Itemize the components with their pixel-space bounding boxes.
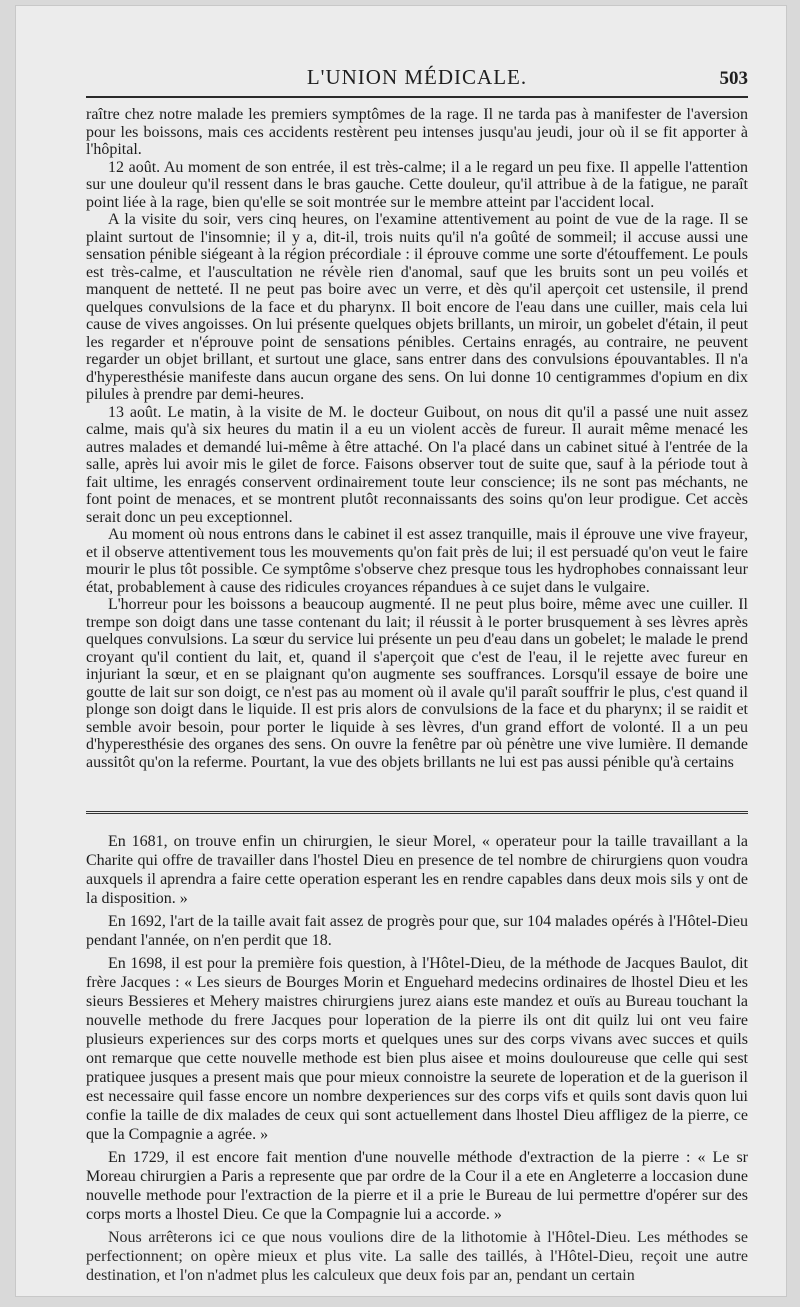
paragraph: 13 août. Le matin, à la visite de M. le docteur Guibout, on nous dit qu'il a passé une nuit assez calme, mais qu'à six heures du matin il a eu un violent accès de fureur. Il aurait même menacé les autres malades et demandé lui-même à être attaché. On l'a placé dans un cabinet situé à l'entrée de la salle, après lui avoir mis le gilet de force. Faisons observer tout de suite que, sauf à la période tout à fait ultime, les enragés conservent ordinairement toute leur conscience; ils ne sont pas méchants, ne font point de menaces, et se montrent plutôt reconnaissants des soins qu'on leur prodigue. Cet accès serait donc un peu exceptionnel. [86,403,748,526]
page-number: 503 [719,68,748,89]
page-scan [16,6,786,1296]
note-paragraph: Nous arrêterons ici ce que nous voulions dire de la lithotomie à l'Hôtel-Dieu. Les méthodes se perfectionnent; on opère mieux et plus vite. La salle des taillés, à l'Hôtel-Dieu, reçoit une autre destination, et l'on n'admet plus les calculeux que deux fois par an, pendant un certain [86,1229,748,1284]
paragraph: raître chez notre malade les premiers symptômes de la rage. Il ne tarda pas à manifester de l'aversion pour les boissons, mais ces accidents restèrent peu intenses jusqu'au jeudi, jour où il se fit apporter à l'hôpital. [86,106,748,158]
section-separator-rule [86,811,748,814]
footnote-text [86,832,748,1289]
note-paragraph: En 1698, il est pour la première fois question, à l'Hôtel-Dieu, de la méthode de Jacques Baulot, dit frère Jacques : « Les sieurs de Bourges Morin et Enguehard medecins ordinaires de lhostel Dieu et les sieurs Bessieres et Mehery maistres chirurgiens jurez aians este mandez et ouïs au Bureau touchant la nouvelle methode du frere Jacques pour loperation de la pierre ils ont dit quilz lui ont veu faire plusieurs experiences sur des corps morts et quelques unes sur des corps vivans avec succes et quils ont remarque que cette nouvelle methode est bien plus aisee et moins douloureuse que celle qui sest pratiquee jusques a present mais que pour mieux connoistre la seurete de loperation et de la guerison il est necessaire quil fasse encore un nombre dexperiences sur des corps vifs et quils sont davis quon lui confie la taille de dix malades de ceux qui sont actuellement dans lhostel Dieu affligez de la pierre, ce que la Compagnie a agrée. » [86,955,748,1143]
note-paragraph: En 1692, l'art de la taille avait fait assez de progrès pour que, sur 104 malades opérés à l'Hôtel-Dieu pendant l'année, on n'en perdit que 18. [86,913,748,949]
note-paragraph: En 1681, on trouve enfin un chirurgien, le sieur Morel, « operateur pour la taille travaillant a la Charite qui offre de travailler dans l'hostel Dieu en presence de tel nombre de chirurgiens quon voudra auxquels il aprendra a faire cette operation esperant les en rendre capables dans deux mois sils y ont de la disposition. » [86,833,748,907]
note-paragraph: En 1729, il est encore fait mention d'une nouvelle méthode d'extraction de la pierre : « Le sr Moreau chirurgien a Paris a represente que par ordre de la Cour il a ete en Angleterre a loccasion dune nouvelle methode pour l'extraction de la pierre et il a prie le Bureau de lui permettre d'opérer sur des corps morts a lhostel Dieu. Ce que la Compagnie lui a accorde. » [86,1149,748,1223]
running-head: L'UNION MÉDICALE. [306,65,528,89]
main-text [86,106,748,771]
page-header [86,60,748,90]
paragraph: Au moment où nous entrons dans le cabinet il est assez tranquille, mais il éprouve une vive frayeur, et il observe attentivement tous les mouvements qu'on fait près de lui; il est persuadé qu'on veut le faire mourir le plus tôt possible. Ce symptôme s'observe chez presque tous les hydrophobes connaissant leur état, probablement à cause des ridicules croyances répandues à ce sujet dans le vulgaire. [86,526,748,596]
header-rule [86,96,748,98]
paragraph: 12 août. Au moment de son entrée, il est très-calme; il a le regard un peu fixe. Il appelle l'attention sur une douleur qu'il ressent dans le bras gauche. Cette douleur, qu'il attribue à de la fatigue, ne paraît point liée à la rage, bien qu'elle se soit montrée sur le membre atteint par l'accident local. [86,158,748,211]
paragraph: L'horreur pour les boissons a beaucoup augmenté. Il ne peut plus boire, même avec une cuiller. Il trempe son doigt dans une tasse contenant du lait; il réussit à le porter brusquement à ses lèvres après quelques convulsions. La sœur du service lui présente un peu d'eau dans un gobelet; le malade le prend croyant qu'il contient du lait, et, quand il s'aperçoit que c'est de l'eau, il le rejette avec fureur en injuriant la sœur, et en se plaignant qu'on augmente ses souffrances. Lorsqu'il essaye de boire une goutte de lait sur son doigt, ce n'est pas au moment où il avale qu'il paraît souffrir le plus, c'est quand il plonge son doigt dans le liquide. Il est pris alors de convulsions de la face et du pharynx; il se raidit et semble avoir besoin, pour porter le liquide à ses lèvres, d'un grand effort de volonté. Il a un peu d'hyperesthésie des organes des sens. On ouvre la fenêtre par où pénètre une vive lumière. Il demande aussitôt qu'on la referme. Pourtant, la vue des objets brillants ne lui est pas aussi pénible qu'à certains [86,596,748,771]
paragraph: A la visite du soir, vers cinq heures, on l'examine attentivement au point de vue de la rage. Il se plaint surtout de l'insomnie; il y a, dit-il, trois nuits qu'il n'a goûté de sommeil; il accuse aussi une sensation pénible siégeant à la région précordiale : il éprouve comme une sorte d'étouffement. Le pouls est très-calme, et l'auscultation ne révèle rien d'anomal, sauf que les bruits sont un peu voilés et manquent de netteté. Il ne peut pas boire avec un verre, et dès qu'il aperçoit cet ustensile, il prend quelques convulsions de la face et du pharynx. Il boit encore de l'eau dans une cuiller, mais cela lui cause de vives angoisses. On lui présente quelques objets brillants, un miroir, un gobelet d'étain, il peut les regarder et n'éprouve point de sensations pénibles. Certains enragés, au contraire, ne peuvent regarder un objet brillant, et surtout une glace, sans entrer dans des convulsions épouvantables. Il n'a d'hyperesthésie manifeste dans aucun organe des sens. On lui donne 10 centigrammes d'opium en dix pilules à prendre par demi-heures. [86,211,748,403]
